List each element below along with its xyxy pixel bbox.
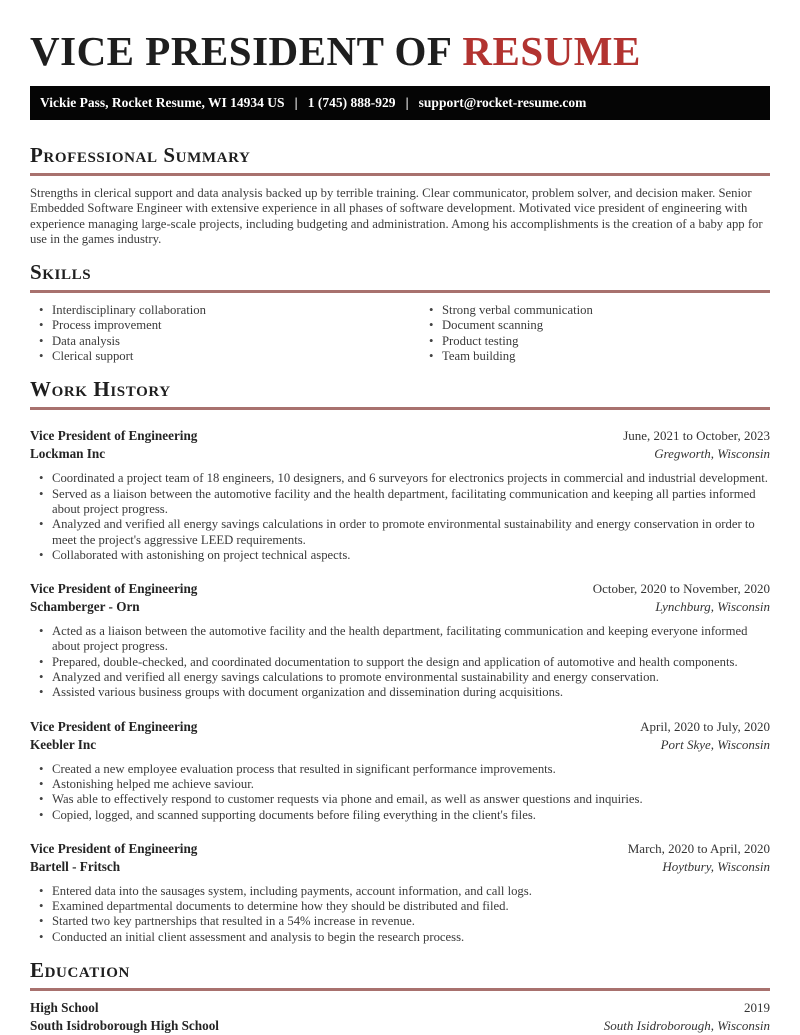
job-entry (30, 840, 770, 945)
job-bullet: • Coordinated a project team of 18 engineers, 10 designers, and 6 surveyors for electronics projects in commercial and industrial development. (30, 471, 770, 486)
section-skills (30, 260, 770, 364)
skill-item: • Clerical support (30, 349, 380, 364)
section-education (30, 958, 770, 1035)
job-location: Port Skye, Wisconsin (660, 736, 770, 752)
job-company-row (30, 858, 770, 876)
page-title-main: VICE PRESIDENT OF (30, 28, 453, 74)
section-professional-summary (30, 143, 770, 247)
job-title-row (30, 427, 770, 445)
job-bullet: • Assisted various business groups with document organization and dissemination during acquisitions. (30, 685, 770, 700)
job-company: Keebler Inc (30, 736, 97, 752)
page-title (30, 30, 770, 72)
job-location: Hoytbury, Wisconsin (662, 858, 770, 874)
job-title: Vice President of Engineering (30, 840, 198, 856)
job-bullet: • Astonishing helped me achieve saviour. (30, 777, 770, 792)
job-bullet: • Prepared, double-checked, and coordinated documentation to support the design and application of automotive and health components. (30, 655, 770, 670)
header (30, 30, 770, 120)
contact-bar (30, 86, 770, 120)
skills-heading: Skills (30, 260, 770, 293)
job-bullet: • Acted as a liaison between the automotive facility and the health department, facilitating communication and keeping everyone informed about project progress. (30, 624, 770, 655)
job-bullet: • Analyzed and verified all energy savings calculations in order to promote environmental sustainability and energy conservation in order to meet the project's aggressive LEED requirements. (30, 517, 770, 548)
job-company: Bartell - Fritsch (30, 858, 121, 874)
job-title-row (30, 580, 770, 598)
skill-item: • Data analysis (30, 334, 380, 349)
education-degree-row (30, 999, 770, 1017)
job-company: Lockman Inc (30, 446, 106, 462)
job-dates: April, 2020 to July, 2020 (640, 718, 770, 734)
job-dates: March, 2020 to April, 2020 (627, 840, 770, 856)
job-company-row (30, 598, 770, 616)
contact-line: Vickie Pass, Rocket Resume, WI 14934 US | 1 (745) 888-929 | support@rocket-resume.com (40, 95, 587, 110)
job-bullet: • Was able to effectively respond to customer requests via phone and email, as well as answer questions and inquiries. (30, 792, 770, 807)
job-dates: October, 2020 to November, 2020 (592, 581, 770, 597)
job-bullets (30, 471, 770, 563)
job-location: Lynchburg, Wisconsin (655, 599, 770, 615)
education-list (30, 999, 770, 1035)
job-bullets (30, 884, 770, 945)
job-entry (30, 427, 770, 563)
job-bullets (30, 762, 770, 823)
skill-item: • Document scanning (420, 318, 770, 333)
skill-item: • Interdisciplinary collaboration (30, 303, 380, 318)
job-title-row (30, 840, 770, 858)
job-title: Vice President of Engineering (30, 428, 198, 444)
job-location: Gregworth, Wisconsin (654, 446, 770, 462)
job-bullets (30, 624, 770, 700)
job-title: Vice President of Engineering (30, 718, 198, 734)
education-entry (30, 999, 770, 1035)
skill-item: • Team building (420, 349, 770, 364)
job-bullet: • Created a new employee evaluation process that resulted in significant performance improvements. (30, 762, 770, 777)
education-school: South Isidroborough High School (30, 1018, 219, 1034)
job-dates: June, 2021 to October, 2023 (623, 428, 770, 444)
job-bullet: • Conducted an initial client assessment and analysis to begin the research process. (30, 930, 770, 945)
job-entry (30, 718, 770, 823)
summary-heading: Professional Summary (30, 143, 770, 176)
skill-item: • Product testing (420, 334, 770, 349)
education-location: South Isidroborough, Wisconsin (603, 1018, 770, 1034)
education-heading: Education (30, 958, 770, 991)
skills-list (30, 303, 770, 364)
job-bullet: • Collaborated with astonishing on project technical aspects. (30, 548, 770, 563)
job-bullet: • Analyzed and verified all energy savings calculations to promote environmental sustainability and energy conservation. (30, 670, 770, 685)
skill-item: • Strong verbal communication (420, 303, 770, 318)
job-entry (30, 580, 770, 700)
job-company: Schamberger - Orn (30, 599, 140, 615)
education-year: 2019 (744, 1000, 770, 1016)
skill-item: • Process improvement (30, 318, 380, 333)
education-school-row (30, 1017, 770, 1035)
page-title-accent: RESUME (462, 28, 641, 74)
job-company-row (30, 736, 770, 754)
summary-text: Strengths in clerical support and data analysis backed up by terrible training. Clear communicator, problem solver, and decision maker. Senior Embedded Software Engineer with extensive experience in all phases of software development. Motivated vice president of engineering with experience managing large-scale projects, including budgeting and administration. Among his accomplishments is the creation of a baby app for use in the games industry. (30, 186, 763, 246)
work-history-heading: Work History (30, 377, 770, 410)
job-bullet: • Started two key partnerships that resulted in a 54% increase in revenue. (30, 914, 770, 929)
job-bullet: • Examined departmental documents to determine how they should be distributed and filed. (30, 899, 770, 914)
jobs-list (30, 427, 770, 945)
job-company-row (30, 445, 770, 463)
job-bullet: • Entered data into the sausages system, including payments, account information, and call logs. (30, 884, 770, 899)
job-title: Vice President of Engineering (30, 581, 198, 597)
job-title-row (30, 718, 770, 736)
education-degree: High School (30, 1000, 99, 1016)
job-bullet: • Served as a liaison between the automotive facility and the health department, facilitating communication and keeping all parties informed about project progress. (30, 487, 770, 518)
section-work-history (30, 377, 770, 945)
job-bullet: • Copied, logged, and scanned supporting documents before filing everything in the client's files. (30, 808, 770, 823)
